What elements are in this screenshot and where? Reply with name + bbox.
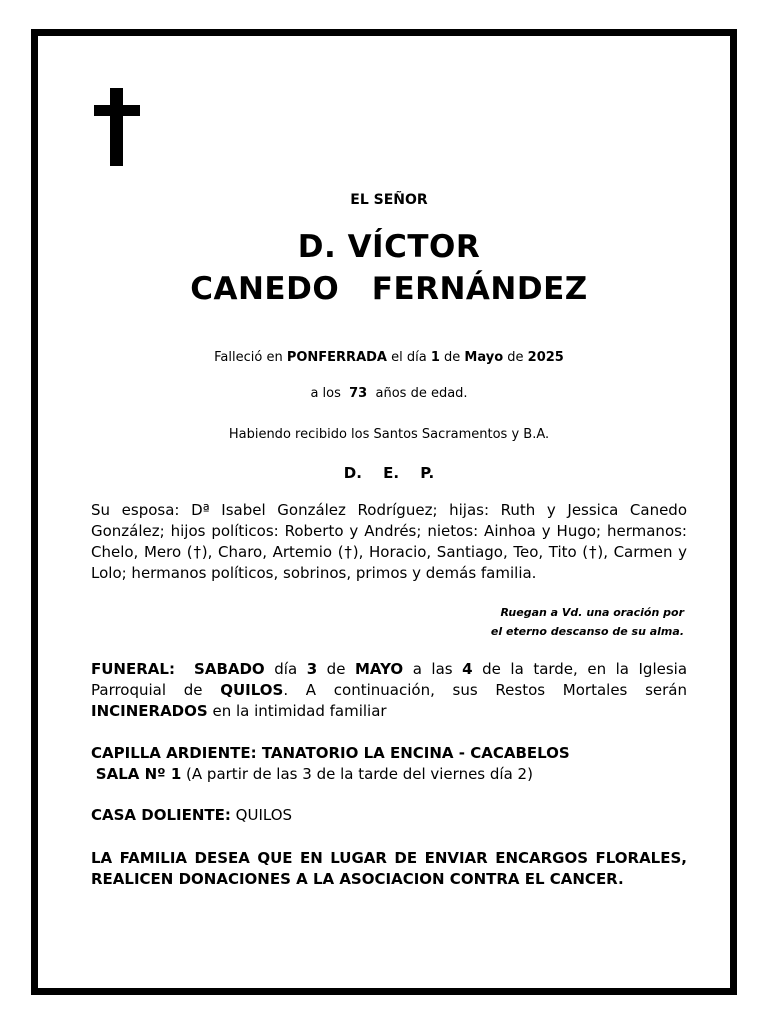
death-month: Mayo [464, 350, 504, 365]
family-request: LA FAMILIA DESEA QUE EN LUGAR DE ENVIAR ENCARGOS FLORALES, REALICEN DONACIONES A LA ASOCIACION CONTRA EL CANCER. [91, 849, 687, 888]
deceased-name-line2: CANEDO FERNÁNDEZ [190, 271, 588, 307]
death-year: 2025 [527, 350, 564, 365]
age-years: 73 [349, 386, 368, 401]
chapel-room-note: (A partir de las 3 de la tarde del viernes día 2) [186, 765, 533, 783]
chapel-info [91, 743, 687, 785]
mourning-house: CASA DOLIENTE: QUILOS [91, 806, 293, 824]
funeral-label: FUNERAL: [91, 660, 175, 678]
death-day: 1 [430, 350, 440, 365]
prayer-request: Ruegan a Vd. una oración por el eterno descanso de su alma. [490, 606, 684, 638]
chapel-room: SALA Nº 1 [95, 765, 182, 783]
cross-icon [94, 88, 140, 166]
age-info: a los 73 años de edad. [310, 386, 468, 401]
family-list: Su esposa: Dª Isabel González Rodríguez; hijas: Ruth y Jessica Canedo González; hijos políticos: Roberto y Andrés; nietos: Ainhoa y Hugo; hermanos: Chelo, Mero (†), Charo, Artemio (†), Horacio, Santiago, Teo, Tito (†), Carmen y Lolo; hermanos políticos, sobrinos, primos y demás familia. [91, 501, 687, 582]
sacraments-line: Habiendo recibido los Santos Sacramentos y B.A. [228, 427, 550, 442]
funeral-info: FUNERAL: SABADO día 3 de MAYO a las 4 de la tarde, en la Iglesia Parroquial de QUILOS. A continuación, sus Restos Mortales serán INCINERADOS en la intimidad familiar [91, 660, 688, 720]
deceased-name-line1: D. VÍCTOR [297, 229, 481, 265]
church-name: QUILOS [220, 681, 284, 699]
death-place: PONFERRADA [286, 350, 387, 365]
heading: EL SEÑOR [350, 192, 428, 208]
dep-abbreviation: D. E. P. [343, 464, 435, 482]
chapel-line: CAPILLA ARDIENTE: TANATORIO LA ENCINA - CACABELOS [91, 744, 570, 762]
death-info: Falleció en PONFERRADA el día 1 de Mayo de 2025 [214, 350, 564, 365]
